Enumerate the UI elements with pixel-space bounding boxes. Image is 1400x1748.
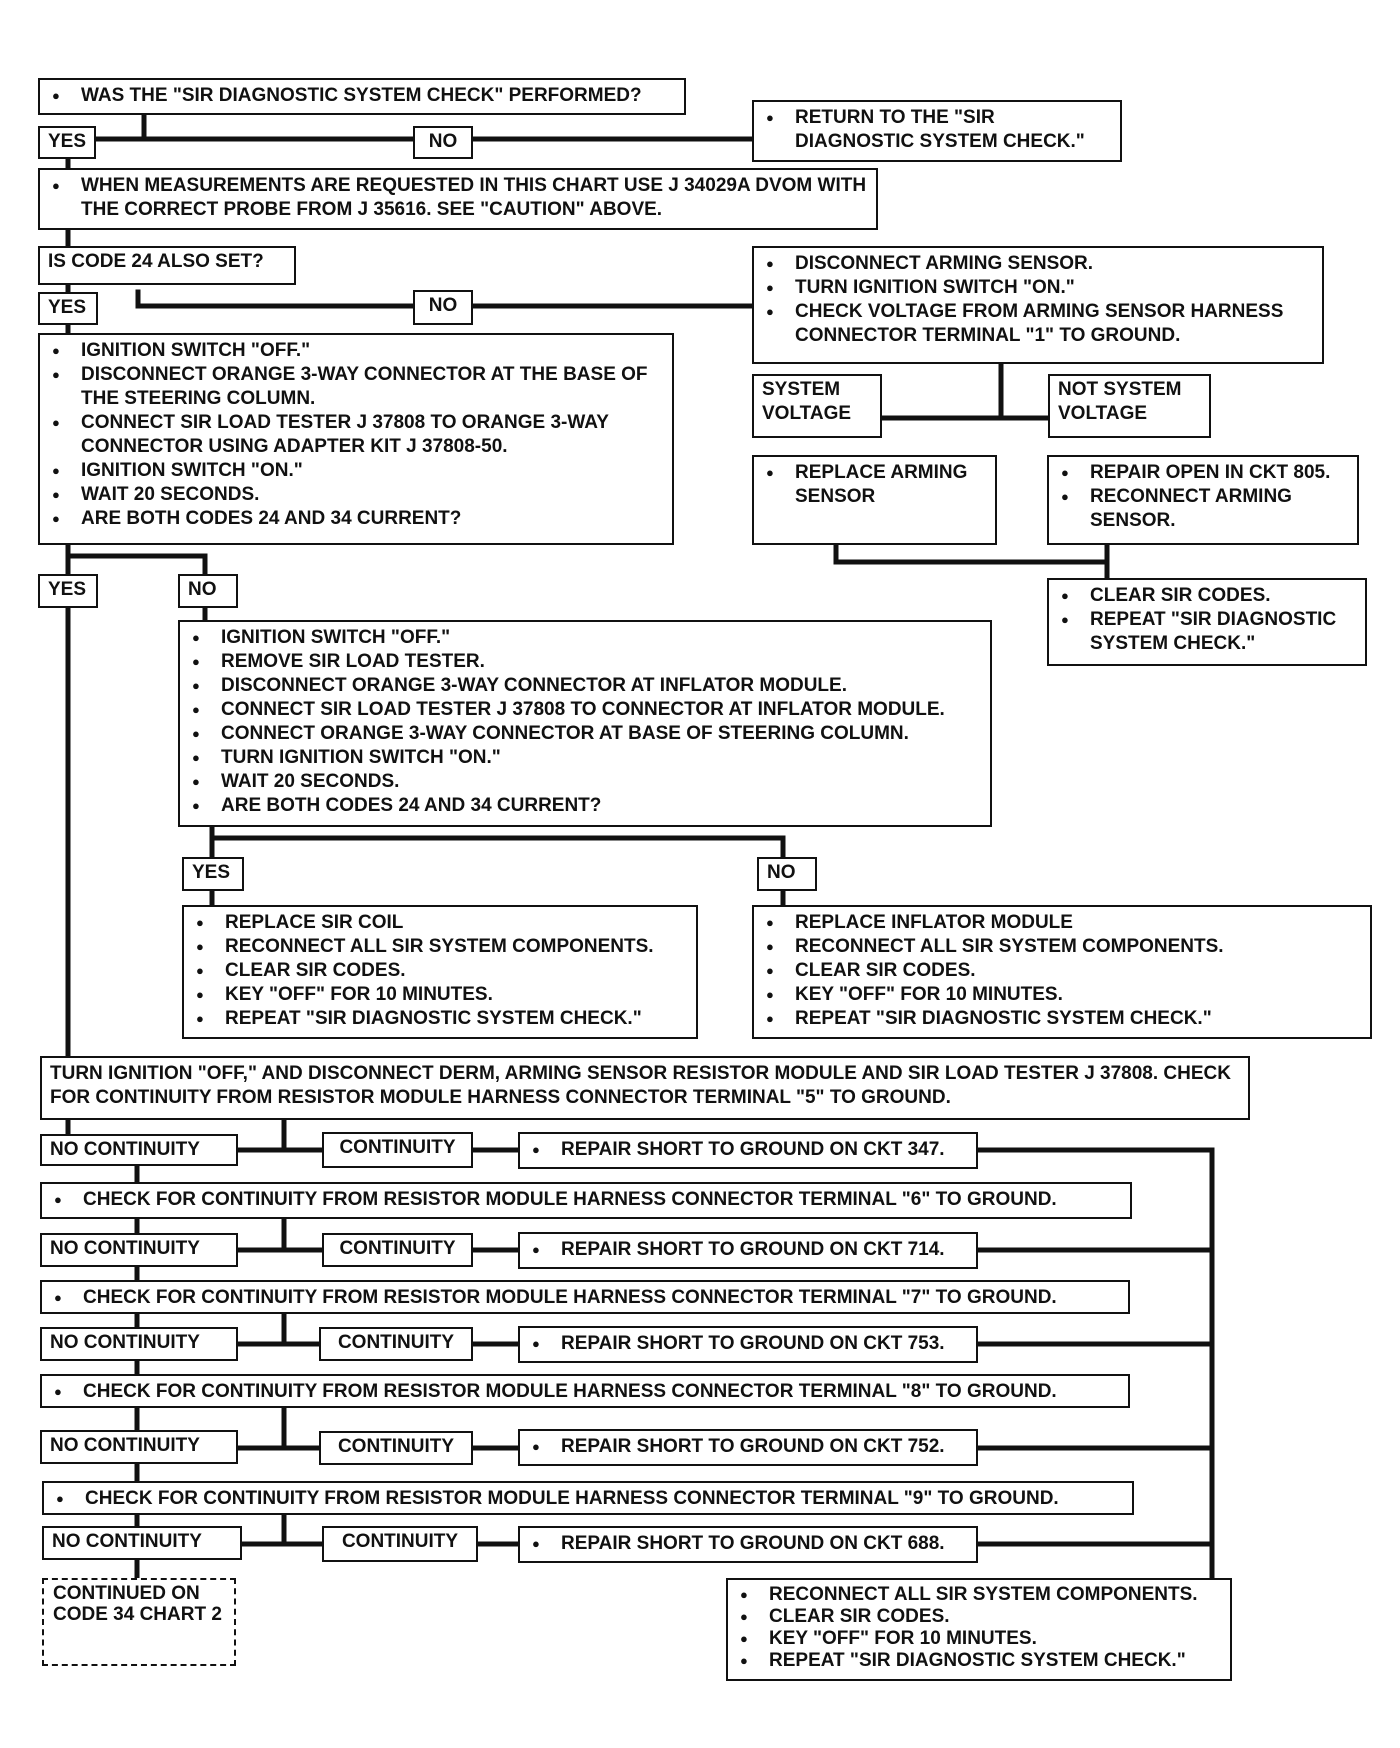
yes-label-1: YES <box>38 126 96 159</box>
continuity-label-3: CONTINUITY <box>319 1327 473 1361</box>
repair-ckt-753-box <box>518 1326 978 1363</box>
clear-codes-repeat-box <box>1047 578 1367 666</box>
item: ● WHEN MEASUREMENTS ARE REQUESTED IN THIS CHART USE J 34029A DVOM WITH THE CORRECT PROBE FROM J 35616. SEE "CAUTION" ABOVE. <box>49 174 867 222</box>
clear-codes-repeat-list <box>1058 584 1356 656</box>
item: ● IGNITION SWITCH "OFF." <box>189 626 981 650</box>
return-to-check-list <box>763 106 1111 154</box>
item: ● CLEAR SIR CODES. <box>737 1606 1221 1628</box>
continuity-label-1: CONTINUITY <box>322 1132 473 1168</box>
repair-ckt-752-box <box>518 1429 978 1466</box>
replace-arming-sensor-box <box>752 455 997 545</box>
repair-ckt-688-list <box>529 1532 967 1556</box>
item: ● REPAIR SHORT TO GROUND ON CKT 753. <box>529 1332 967 1356</box>
no-continuity-label-2: NO CONTINUITY <box>40 1233 238 1267</box>
measurement-instructions-list <box>49 174 867 222</box>
turn-ignition-off-box <box>40 1056 1250 1120</box>
item: ● REPAIR SHORT TO GROUND ON CKT 752. <box>529 1435 967 1459</box>
item: ● REPEAT "SIR DIAGNOSTIC SYSTEM CHECK." <box>737 1650 1221 1672</box>
no-continuity-label-1: NO CONTINUITY <box>40 1134 238 1166</box>
repair-ckt-347-list <box>529 1138 967 1162</box>
return-to-check-box <box>752 100 1122 162</box>
item: ● KEY "OFF" FOR 10 MINUTES. <box>737 1628 1221 1650</box>
item: ● TURN IGNITION SWITCH "ON." <box>189 746 981 770</box>
item: ● REMOVE SIR LOAD TESTER. <box>189 650 981 674</box>
system-voltage-label: SYSTEM VOLTAGE <box>752 374 882 438</box>
repair-ckt-347-box <box>518 1132 978 1169</box>
continuity-label-5: CONTINUITY <box>322 1526 478 1562</box>
item: ● WAIT 20 SECONDS. <box>189 770 981 794</box>
item: ● ARE BOTH CODES 24 AND 34 CURRENT? <box>189 794 981 818</box>
check-terminal-8-list <box>51 1380 1119 1404</box>
final-reconnect-list <box>737 1584 1221 1672</box>
replace-inflator-module-list <box>763 911 1361 1031</box>
no-label-3: NO <box>178 574 238 608</box>
item: ● RETURN TO THE "SIR DIAGNOSTIC SYSTEM CHECK." <box>763 106 1111 154</box>
item: ● REPAIR SHORT TO GROUND ON CKT 347. <box>529 1138 967 1162</box>
check-terminal-8-box <box>40 1374 1130 1408</box>
item: ● CHECK FOR CONTINUITY FROM RESISTOR MODULE HARNESS CONNECTOR TERMINAL "9" TO GROUND. <box>53 1487 1123 1511</box>
item: ● KEY "OFF" FOR 10 MINUTES. <box>763 983 1361 1007</box>
continued-on-code-34-chart-2 <box>42 1578 236 1666</box>
item: ● CLEAR SIR CODES. <box>1058 584 1356 608</box>
item: ● REPLACE ARMING SENSOR <box>763 461 986 509</box>
item: ● RECONNECT ALL SIR SYSTEM COMPONENTS. <box>193 935 687 959</box>
item: ● DISCONNECT ARMING SENSOR. <box>763 252 1313 276</box>
check-terminal-7-box <box>40 1280 1130 1314</box>
continuity-label-4: CONTINUITY <box>319 1431 473 1465</box>
no-continuity-label-5: NO CONTINUITY <box>42 1526 242 1560</box>
item: ● CHECK FOR CONTINUITY FROM RESISTOR MODULE HARNESS CONNECTOR TERMINAL "6" TO GROUND. <box>51 1188 1121 1212</box>
item: ● DISCONNECT ORANGE 3-WAY CONNECTOR AT THE BASE OF THE STEERING COLUMN. <box>49 363 663 411</box>
check-terminal-6-box <box>40 1182 1132 1219</box>
repair-ckt-752-list <box>529 1435 967 1459</box>
item: ● KEY "OFF" FOR 10 MINUTES. <box>193 983 687 1007</box>
sir-check-question <box>38 78 686 115</box>
yes-label-4: YES <box>182 857 244 891</box>
check-terminal-9-box <box>42 1481 1134 1515</box>
item: ● RECONNECT ALL SIR SYSTEM COMPONENTS. <box>763 935 1361 959</box>
repair-ckt-805-list <box>1058 461 1348 533</box>
item: ● CLEAR SIR CODES. <box>193 959 687 983</box>
item: ● ARE BOTH CODES 24 AND 34 CURRENT? <box>49 507 663 531</box>
no-continuity-label-3: NO CONTINUITY <box>40 1327 238 1361</box>
sir-check-question-list <box>49 84 675 108</box>
item: ● REPAIR SHORT TO GROUND ON CKT 688. <box>529 1532 967 1556</box>
item: ● CONNECT ORANGE 3-WAY CONNECTOR AT BASE OF STEERING COLUMN. <box>189 722 981 746</box>
replace-inflator-module-box <box>752 905 1372 1039</box>
item: ● REPEAT "SIR DIAGNOSTIC SYSTEM CHECK." <box>1058 608 1356 656</box>
turn-ignition-off-text: TURN IGNITION "OFF," AND DISCONNECT DERM, ARMING SENSOR RESISTOR MODULE AND SIR LOAD TESTER J 37808. CHECK FOR CONTINUITY FROM RESISTOR MODULE HARNESS CONNECTOR TERMINAL "5" TO GROUND. <box>50 1063 1231 1108</box>
item: ● REPAIR SHORT TO GROUND ON CKT 714. <box>529 1238 967 1262</box>
measurement-instructions <box>38 168 878 230</box>
check-terminal-7-list <box>51 1286 1119 1310</box>
item: ● TURN IGNITION SWITCH "ON." <box>763 276 1313 300</box>
continued-text: CONTINUED ON CODE 34 CHART 2 <box>53 1583 222 1625</box>
item: ● WAS THE "SIR DIAGNOSTIC SYSTEM CHECK" PERFORMED? <box>49 84 675 108</box>
replace-arming-sensor-list <box>763 461 986 509</box>
item: ● CHECK FOR CONTINUITY FROM RESISTOR MODULE HARNESS CONNECTOR TERMINAL "8" TO GROUND. <box>51 1380 1119 1404</box>
repair-ckt-714-box <box>518 1232 978 1269</box>
repair-ckt-714-list <box>529 1238 967 1262</box>
item: ● DISCONNECT ORANGE 3-WAY CONNECTOR AT INFLATOR MODULE. <box>189 674 981 698</box>
repair-ckt-753-list <box>529 1332 967 1356</box>
check-terminal-9-list <box>53 1487 1123 1511</box>
final-reconnect-box <box>726 1578 1232 1681</box>
item: ● CONNECT SIR LOAD TESTER J 37808 TO ORANGE 3-WAY CONNECTOR USING ADAPTER KIT J 37808-50. <box>49 411 663 459</box>
item: ● REPAIR OPEN IN CKT 805. <box>1058 461 1348 485</box>
yes-label-2: YES <box>38 292 98 325</box>
no-label-1: NO <box>413 126 473 159</box>
load-tester-step-1 <box>38 333 674 545</box>
item: ● CHECK FOR CONTINUITY FROM RESISTOR MODULE HARNESS CONNECTOR TERMINAL "7" TO GROUND. <box>51 1286 1119 1310</box>
not-system-voltage-label: NOT SYSTEM VOLTAGE <box>1048 374 1211 438</box>
check-terminal-6-list <box>51 1188 1121 1212</box>
item: ● IGNITION SWITCH "ON." <box>49 459 663 483</box>
item: ● CLEAR SIR CODES. <box>763 959 1361 983</box>
no-label-4: NO <box>757 857 817 891</box>
item: ● WAIT 20 SECONDS. <box>49 483 663 507</box>
load-tester-step-2 <box>178 620 992 827</box>
arming-sensor-check <box>752 246 1324 364</box>
yes-label-3: YES <box>38 574 98 608</box>
item: ● IGNITION SWITCH "OFF." <box>49 339 663 363</box>
repair-ckt-805-box <box>1047 455 1359 545</box>
no-label-2: NO <box>413 290 473 325</box>
code-24-question: IS CODE 24 ALSO SET? <box>38 246 296 285</box>
replace-sir-coil-list <box>193 911 687 1031</box>
replace-sir-coil-box <box>182 905 698 1039</box>
item: ● REPLACE INFLATOR MODULE <box>763 911 1361 935</box>
item: ● REPLACE SIR COIL <box>193 911 687 935</box>
item: ● RECONNECT ARMING SENSOR. <box>1058 485 1348 533</box>
load-tester-step-1-list <box>49 339 663 531</box>
item: ● CHECK VOLTAGE FROM ARMING SENSOR HARNESS CONNECTOR TERMINAL "1" TO GROUND. <box>763 300 1313 348</box>
no-continuity-label-4: NO CONTINUITY <box>40 1430 238 1464</box>
continuity-label-2: CONTINUITY <box>322 1233 473 1267</box>
load-tester-step-2-list <box>189 626 981 818</box>
item: ● RECONNECT ALL SIR SYSTEM COMPONENTS. <box>737 1584 1221 1606</box>
item: ● CONNECT SIR LOAD TESTER J 37808 TO CONNECTOR AT INFLATOR MODULE. <box>189 698 981 722</box>
item: ● REPEAT "SIR DIAGNOSTIC SYSTEM CHECK." <box>763 1007 1361 1031</box>
repair-ckt-688-box <box>518 1526 978 1563</box>
arming-sensor-check-list <box>763 252 1313 348</box>
item: ● REPEAT "SIR DIAGNOSTIC SYSTEM CHECK." <box>193 1007 687 1031</box>
